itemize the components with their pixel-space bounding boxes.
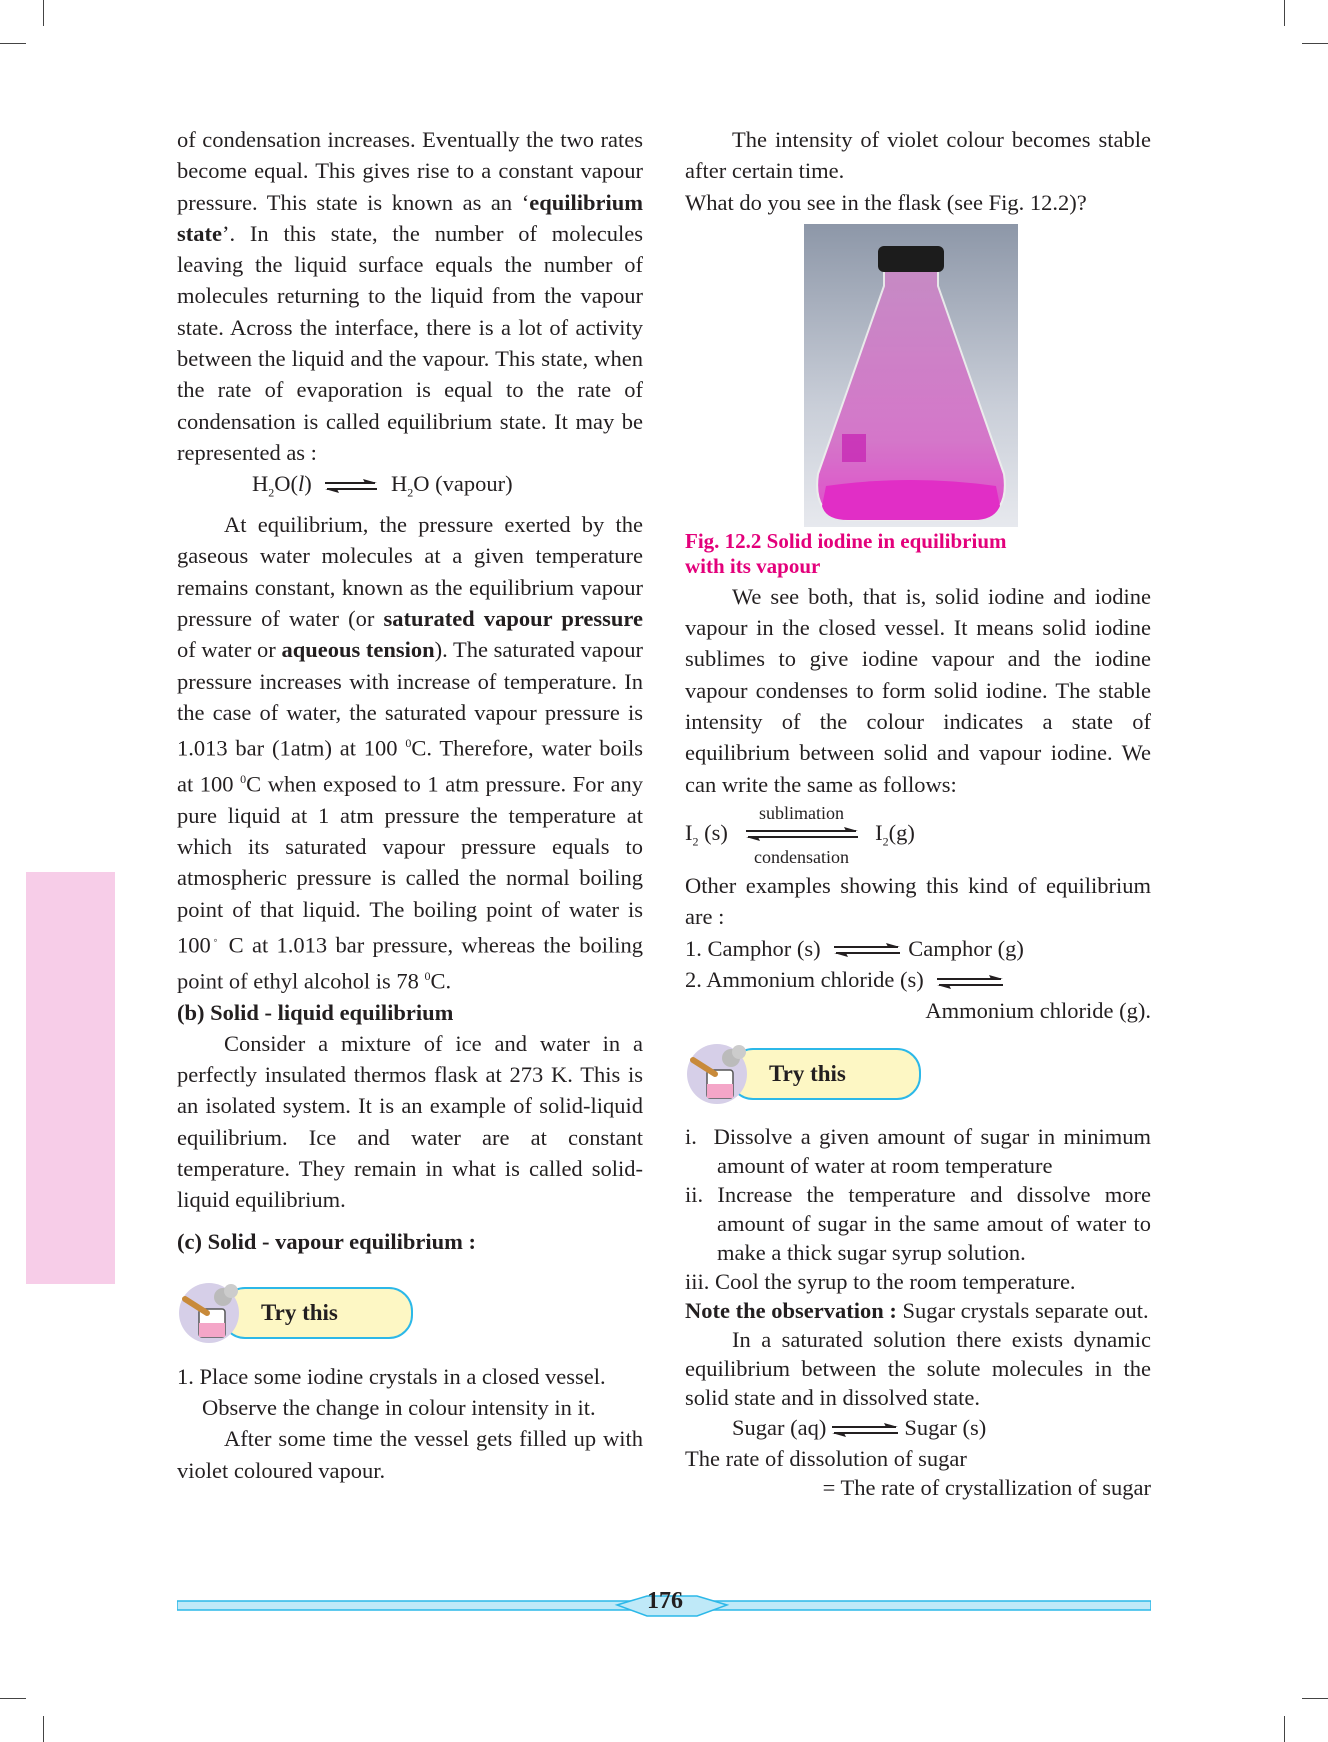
paragraph: of condensation increases. Eventually the two rates become equal. This gives rise to a constant vapour pressure. This state is known as an ‘equilibrium state’. In this state, the number of molecules leaving the liquid surface equals the number of molecules returning to the liquid from the vapour state. Across the interface, there is a lot of activity between the liquid and the vapour. This state, when the rate of evaporation is equal to the rate of condensation is called equilibrium state. It may be represented as : bbox=[177, 127, 643, 465]
equilibrium-arrow-icon bbox=[832, 942, 902, 958]
right-column bbox=[685, 124, 1151, 1502]
equilibrium-arrow-icon bbox=[323, 478, 379, 494]
crop-mark bbox=[1302, 43, 1328, 44]
list-item: ii. Increase the temperature and dissolve more amount of sugar in the same amout of water to make a thick sugar syrup solution. bbox=[685, 1182, 1151, 1266]
crop-mark bbox=[1302, 1698, 1328, 1699]
sublimation-arrow: sublimation condensation bbox=[744, 802, 860, 868]
crop-mark bbox=[43, 1716, 44, 1742]
left-column bbox=[177, 124, 643, 1486]
flask-figure bbox=[804, 224, 1018, 527]
crop-mark bbox=[1284, 0, 1285, 26]
list-item: Observe the change in colour intensity in it. bbox=[202, 1395, 596, 1421]
note-observation: Note the observation : Sugar crystals separate out. bbox=[685, 1298, 1149, 1324]
paragraph: The intensity of violet colour becomes stable after certain time. bbox=[685, 127, 1151, 184]
paragraph: In a saturated solution there exists dynamic equilibrium between the solute molecules in the solid state and in dissolved state. bbox=[685, 1327, 1151, 1411]
example-ammonium-chloride: 2. Ammonium chloride (s) bbox=[685, 964, 1151, 995]
list-item: 1. Place some iodine crystals in a closed vessel. bbox=[177, 1363, 606, 1389]
paragraph: Consider a mixture of ice and water in a perfectly insulated thermos flask at 273 K. This is an isolated system. It is an example of solid-liquid equilibrium. Ice and water are at constant temperature. They remain in what is called solid-liquid equilibrium. bbox=[177, 1030, 643, 1213]
iodine-flask-image bbox=[804, 224, 1018, 527]
crop-mark bbox=[43, 0, 44, 26]
crop-mark bbox=[0, 1698, 26, 1699]
equation-water: $H_2O(l)$ $H_2O$ (vapour) bbox=[252, 471, 513, 500]
paragraph: After some time the vessel gets filled up with violet coloured vapour. bbox=[177, 1426, 643, 1483]
section-heading: (c) Solid - vapour equilibrium : bbox=[177, 1228, 476, 1254]
try-this-box bbox=[685, 1040, 1151, 1102]
side-tab bbox=[26, 872, 115, 1284]
try-this-label: Try this bbox=[261, 1299, 338, 1325]
list-item: i. Dissolve a given amount of sugar in minimum amount of water at room temperature bbox=[685, 1124, 1152, 1179]
try-this-label: Try this bbox=[769, 1061, 846, 1087]
figure-caption: Fig. 12.2 Solid iodine in equilibrium bbox=[685, 528, 1007, 553]
paragraph: = The rate of crystallization of sugar bbox=[822, 1474, 1151, 1500]
paragraph: The rate of dissolution of sugar bbox=[685, 1445, 967, 1471]
equilibrium-arrow-icon bbox=[935, 974, 1005, 990]
experiment-icon bbox=[685, 1040, 755, 1106]
equilibrium-arrow-icon bbox=[830, 1422, 900, 1438]
equation-sugar: Sugar (aq) Sugar (s) bbox=[732, 1415, 987, 1441]
crop-mark bbox=[1284, 1716, 1285, 1742]
paragraph: At equilibrium, the pressure exerted by the gaseous water molecules at a given temperature remains constant, known as the equilibrium vapour pressure of water (or saturated vapour pressure of water or aqueous tension). The saturated vapour pressure increases with increase of temperature. In the case of water, the saturated vapour pressure is 1.013 bar (1atm) at 100 $^0$C. Therefore, water boils at 100 $^0$C when exposed to 1 atm pressure. For any pure liquid at 1 atm pressure the temperature at which its saturated vapour pressure equals to atmospheric pressure is called the normal boiling point of that liquid. The boiling point of water is 100◦ C at 1.013 bar pressure, whereas the boiling point of ethyl alcohol is 78 $^0$C. bbox=[177, 512, 644, 994]
paragraph: What do you see in the flask (see Fig. 12.2)? bbox=[685, 189, 1087, 215]
figure-caption: with its vapour bbox=[685, 553, 821, 578]
experiment-icon bbox=[177, 1279, 247, 1345]
example-ammonium-chloride-product: Ammonium chloride (g). bbox=[925, 998, 1151, 1024]
equilibrium-arrow-icon bbox=[744, 827, 860, 841]
section-heading: (b) Solid - liquid equilibrium bbox=[177, 999, 454, 1025]
list-item: iii. Cool the syrup to the room temperature. bbox=[685, 1269, 1076, 1295]
paragraph: We see both, that is, solid iodine and iodine vapour in the closed vessel. It means solid iodine sublimes to give iodine vapour and the iodine vapour condenses to form solid iodine. The stable intensity of the colour indicates a state of equilibrium between solid and vapour iodine. We can write the same as follows: bbox=[685, 583, 1151, 797]
try-this-box bbox=[177, 1279, 643, 1341]
page-number: 176 bbox=[647, 1588, 683, 1614]
instruction-list bbox=[685, 1122, 1151, 1296]
example-camphor: 1. Camphor (s) Camphor (g) bbox=[685, 935, 1024, 961]
paragraph: Other examples showing this kind of equilibrium are : bbox=[685, 872, 1151, 930]
crop-mark bbox=[0, 43, 26, 44]
equation-iodine: $I_2$ (s) sublimation condensation $I_2(g)$ bbox=[685, 802, 915, 867]
